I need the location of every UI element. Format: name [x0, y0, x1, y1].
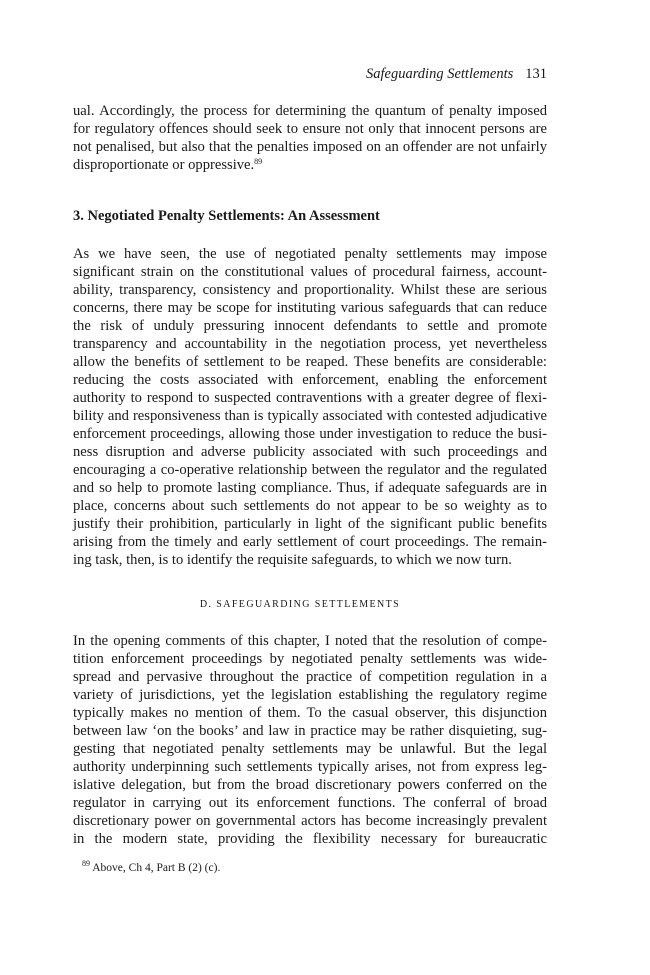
paragraph-line: As we have seen, the use of negotiated penalty settlements may impose: [73, 246, 547, 262]
paragraph-line: regulator in carrying out its enforcement functions. The conferral of broad: [73, 795, 547, 811]
paragraph-line: significant strain on the constitutional values of procedural fairness, account-: [73, 264, 547, 280]
footnote-text: Above, Ch 4, Part B (2) (c).: [92, 862, 221, 874]
section-heading: 3. Negotiated Penalty Settlements: An Assessment: [73, 208, 380, 224]
page-number: 131: [525, 66, 547, 82]
paragraph-line: allow the benefits of settlement to be reaped. These benefits are considerable:: [73, 354, 547, 370]
paragraph-line: justify their prohibition, particularly in light of the significant public benefits: [73, 516, 547, 532]
paragraph-line: concerns, there may be scope for instituting various safeguards that can reduce: [73, 300, 547, 316]
paragraph-last-line: [73, 156, 547, 174]
paragraph-line: between law ‘on the books’ and law in practice may be rather disquieting, sug-: [73, 723, 547, 739]
paragraph-line: spread and pervasive throughout the practice of competition regulation in a: [73, 669, 547, 685]
paragraph-line: tition enforcement proceedings by negotiated penalty settlements was wide-: [73, 651, 547, 667]
paragraph-line: ual. Accordingly, the process for determining the quantum of penalty imposed: [73, 103, 547, 119]
footnote: [82, 859, 221, 874]
paragraph-line: in the modern state, providing the flexibility necessary for bureaucratic: [73, 831, 547, 847]
paragraph-line: transparency and accountability in the negotiation process, yet nevertheless: [73, 336, 547, 352]
paragraph-line: In the opening comments of this chapter, I noted that the resolution of compe-: [73, 633, 547, 649]
paragraph-line: bility and responsiveness than is typically associated with contested adjudicative: [73, 408, 547, 424]
paragraph-line: the risk of unduly pressuring innocent defendants to settle and promote: [73, 318, 547, 334]
paragraph-line: islative delegation, but from the broad discretionary powers conferred on the: [73, 777, 547, 793]
subsection-heading: D. SAFEGUARDING SETTLEMENTS: [199, 599, 401, 610]
paragraph-line: typically makes no mention of them. To the casual observer, this disjunction: [73, 705, 547, 721]
paragraph-line: ness disruption and adverse publicity associated with such proceedings and: [73, 444, 547, 460]
paragraph-line: for regulatory offences should seek to ensure not only that innocent persons are: [73, 121, 547, 137]
running-head-title: Safeguarding Settlements: [365, 66, 514, 82]
paragraph-line: reducing the costs associated with enforcement, enabling the enforcement: [73, 372, 547, 388]
paragraph-line: gesting that negotiated penalty settlements may be unlawful. But the legal: [73, 741, 547, 757]
paragraph-last-line: ing task, then, is to identify the requisite safeguards, to which we now turn.: [73, 552, 512, 568]
paragraph-line: and so help to promote lasting compliance. Thus, if adequate safeguards are in: [73, 480, 547, 496]
running-head: [366, 66, 547, 83]
paragraph-line-text: disproportionate or oppressive.: [73, 157, 255, 173]
paragraph-line: ability, transparency, consistency and proportionality. Whilst these are serious: [73, 282, 547, 298]
paragraph-line: encouraging a co-operative relationship between the regulator and the regulated: [73, 462, 547, 478]
paragraph-line: discretionary power on governmental actors has become increasingly prevalent: [73, 813, 547, 829]
paragraph-line: variety of jurisdictions, yet the legislation establishing the regulatory regime: [73, 687, 547, 703]
paragraph-line: place, concerns about such settlements do not appear to be so weighty as to: [73, 498, 547, 514]
paragraph-line: authority to respond to suspected contraventions with a greater degree of flexi-: [73, 390, 547, 406]
paragraph-line: authority underpinning such settlements typically arises, not from express leg-: [73, 759, 547, 775]
paragraph-line: enforcement proceedings, allowing those under investigation to reduce the busi-: [73, 426, 547, 442]
footnote-number: 89: [82, 859, 90, 868]
paragraph-line: arising from the timely and early settlement of court proceedings. The remain-: [73, 534, 547, 550]
footnote-reference: 89: [254, 157, 263, 166]
paragraph-line: not penalised, but also that the penalties imposed on an offender are not unfairly: [73, 139, 547, 155]
